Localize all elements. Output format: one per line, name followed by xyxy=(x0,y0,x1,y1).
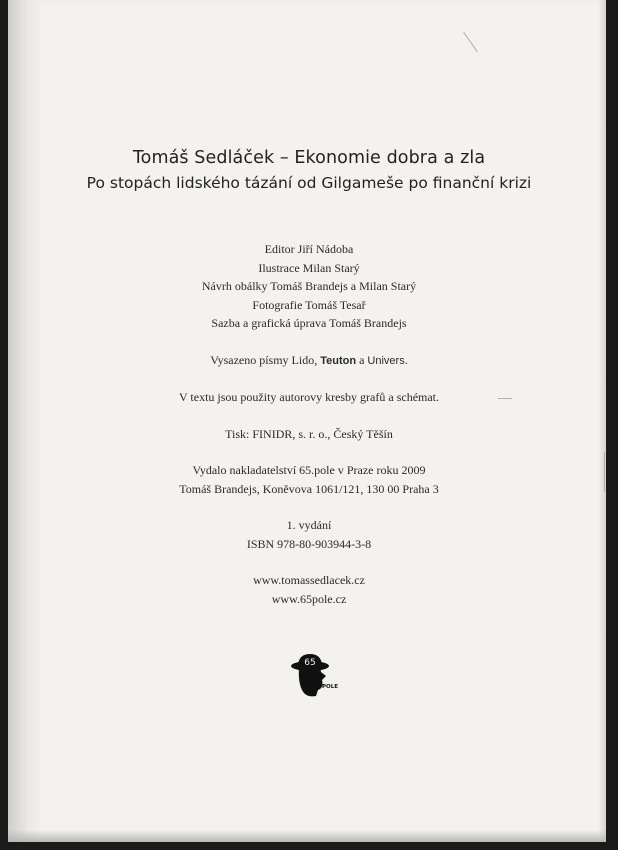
edition-line: 1. vydání xyxy=(286,518,332,532)
imprint-block xyxy=(0,240,618,608)
credit-illustration: Ilustrace Milan Starý xyxy=(258,260,360,275)
page-bottom-edge xyxy=(8,830,606,842)
publisher-logo-icon xyxy=(290,652,342,700)
credit-cover: Návrh obálky Tomáš Brandejs a Milan Starý xyxy=(201,279,417,293)
teuton-font-name: Teuton xyxy=(320,354,357,367)
book-title: Tomáš Sedláček – Ekonomie dobra a zla xyxy=(132,148,486,168)
credit-photo: Fotografie Tomáš Tesař xyxy=(252,297,366,312)
title-block xyxy=(0,148,618,192)
logo-number: 65 xyxy=(304,658,316,668)
book-subtitle: Po stopách lidského tázání od Gilgameše po finanční krizi xyxy=(86,174,532,192)
publisher-line: Vydalo nakladatelství 65.pole v Praze roku 2009 xyxy=(192,463,426,477)
credit-editor: Editor Jiří Nádoba xyxy=(264,242,354,256)
publisher-address: Tomáš Brandejs, Koněvova 1061/121, 130 00 Praha 3 xyxy=(179,481,439,496)
isbn-line: ISBN 978-80-903944-3-8 xyxy=(246,536,372,551)
printer-line: Tisk: FINIDR, s. r. o., Český Těšín xyxy=(225,426,393,441)
website-publisher: www.65pole.cz xyxy=(271,591,347,606)
paper-speck xyxy=(463,32,478,52)
illustrations-note: V textu jsou použity autorovy kresby grafů a schémat. xyxy=(178,390,440,404)
logo-word: POLE xyxy=(322,684,338,690)
credit-typesetting: Sazba a grafická úprava Tomáš Brandejs xyxy=(211,316,407,330)
website-author: www.tomassedlacek.cz xyxy=(253,573,365,587)
typefaces-line: Vysazeno písmy Lido, Teuton a Univers. xyxy=(210,352,408,367)
univers-font-name: Univers. xyxy=(367,354,408,367)
